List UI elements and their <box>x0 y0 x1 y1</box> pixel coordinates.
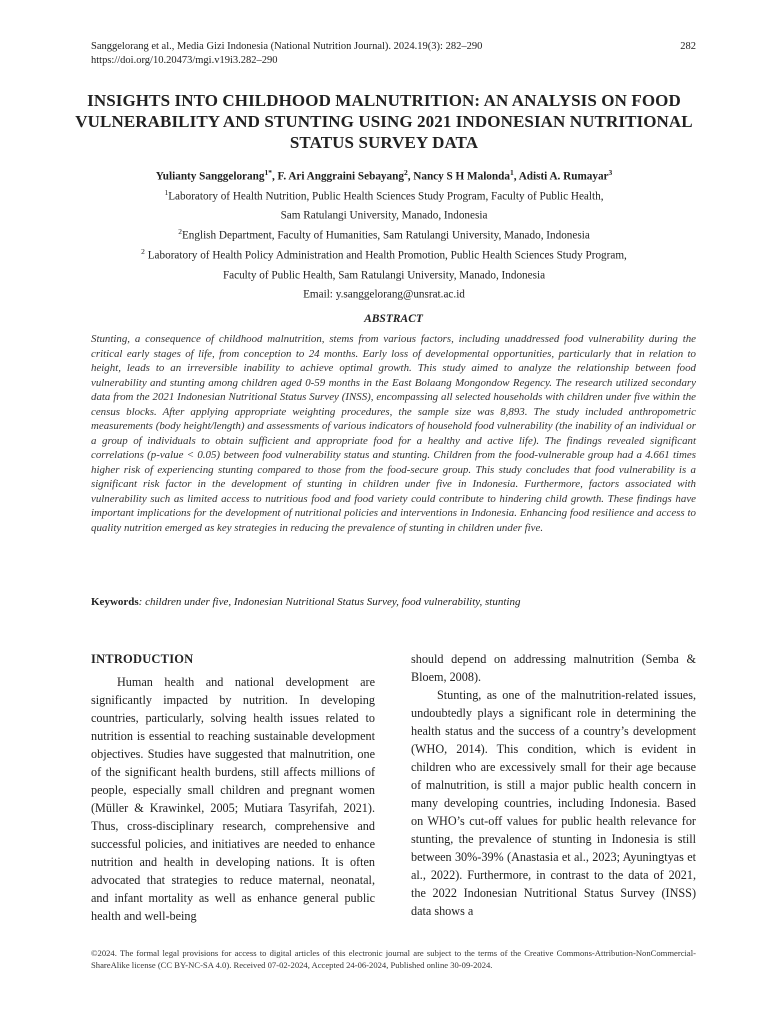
intro-paragraph: Human health and national development are significantly impacted by nutrition. In developing countries, particularly, solving health issues related to nutrition is essential to reaching sustainable development objectives. Studies have suggested that malnutrition, one of the significant health burdens, still affects millions of people, especially small children and pregnant women (Müller & Krawinkel, 2005; Mutiara Tasyrifah, 2021). Thus, cross-disciplinary research, comprehensive and successful policies, and initiatives are needed to enhance nutrition and health in developing nations. It is often advocated that strategies to reduce maternal, neonatal, and infant mortality as well as enhance general public health and well-being <box>91 675 375 923</box>
author-superscript: 1* <box>264 168 272 177</box>
author-name: Adisti A. Rumayar <box>518 170 609 183</box>
keywords-text: : children under five, Indonesian Nutritional Status Survey, food vulnerability, stunting <box>138 596 521 608</box>
paper-title: INSIGHTS INTO CHILDHOOD MALNUTRITION: AN ANALYSIS ON FOOD VULNERABILITY AND STUNTING USING 2021 INDONESIAN NUTRITIONAL STATUS SURVEY DATA <box>75 91 693 152</box>
keywords <box>91 595 696 609</box>
abstract-heading: ABSTRACT <box>364 313 423 325</box>
intro-paragraph-continuation: should depend on addressing malnutrition (Semba & Bloem, 2008). <box>411 652 696 684</box>
doi-link[interactable]: https://doi.org/10.20473/mgi.v19i3.282–290 <box>91 55 278 66</box>
affiliation-line: $^2$ Laboratory of Health Policy Administration and Health Promotion, Public Health Sciences Study Program, <box>141 246 627 262</box>
journal-citation: Sanggelorang et al., Media Gizi Indonesia (National Nutrition Journal). 2024.19(3): 282–290 <box>91 41 483 52</box>
author-superscript: 1 <box>509 168 514 177</box>
affiliation-line: $^1$Laboratory of Health Nutrition, Public Health Sciences Study Program, Faculty of Public Health, <box>164 187 604 203</box>
author-superscript: 2 <box>403 168 408 177</box>
affiliation-line: $^2$English Department, Faculty of Humanities, Sam Ratulangi University, Manado, Indonesia <box>178 227 590 242</box>
license-footer: ©2024. The formal legal provisions for access to digital articles of this electronic journal are subject to the terms of the Creative Commons-Attribution-NonCommercial-ShareAlike license (CC BY-NC-SA 4.0). Received 07-02-2024, Accepted 24-06-2024, Published online 30-09-2024. <box>91 948 696 970</box>
author-list: Yulianty Sanggelorang$^{1*}$, F. Ari Anggraini Sebayang$^2$, Nancy S H Malonda$^1$, Adisti A. Rumayar$^3$ <box>155 168 613 183</box>
author-superscript: 3 <box>608 168 613 177</box>
author-block <box>60 165 708 303</box>
affiliation-line: Faculty of Public Health, Sam Ratulangi University, Manado, Indonesia <box>222 269 546 282</box>
left-column <box>91 650 375 925</box>
keywords-label: Keywords <box>91 596 139 608</box>
right-column <box>411 650 696 920</box>
corresponding-email[interactable]: Email: y.sanggelorang@unsrat.ac.id <box>303 289 465 302</box>
section-heading-introduction: INTRODUCTION <box>91 652 194 666</box>
author-name: F. Ari Anggraini Sebayang <box>277 170 404 183</box>
affiliation-line: Sam Ratulangi University, Manado, Indonesia <box>280 210 488 223</box>
page-number: 282 <box>680 41 696 52</box>
author-name: Yulianty Sanggelorang <box>155 170 265 183</box>
author-name: Nancy S H Malonda <box>413 170 510 183</box>
intro-paragraph: Stunting, as one of the malnutrition-related issues, undoubtedly plays a significant role in determining the health status and the success of a country’s development (WHO, 2014). This condition, which is evident in children who are excessively small for their age because of malnutrition, is still a major public health concern in many developing countries, including Indonesia. Based on WHO’s cut-off values for public health relevance for stunting, the prevalence of stunting in Indonesia is still between 30%-39% (Anastasia et al., 2023; Ayuningtyas et al., 2022). Furthermore, in contrast to the data of 2021, the 2022 Indonesian Nutritional Status Survey (INSS) data shows a <box>411 688 696 918</box>
abstract-text: Stunting, a consequence of childhood malnutrition, stems from various factors, including unaddressed food vulnerability during the critical early stages of life, from conception to 24 months. Early loss of developmental opportunities, particularly that in relation to height, leads to an irreversible inability to achieve optimal growth. This study aimed to analyze the relationship between food vulnerability and stunting among children aged 0-59 months in the East Bolaang Mongondow Regency. The research utilized secondary data from the 2021 Indonesian Nutritional Status Survey (INSS), encompassing all selected households with children under five within the census blocks. After applying appropriate weighting procedures, the sample size was 8,893. The study included anthropometric measurements (body height/length) and assessments of various indicators of household food vulnerability (the inability of an individual or a group of individuals to obtain sufficient and appropriate food for a healthy and active life). The findings revealed significant correlations (p-value < 0.05) between food vulnerability status and stunting. Children from the food-vulnerable group had a 4.661 times higher risk of experiencing stunting compared to those from the food-secure group. This study concludes that food vulnerability is a significant risk factor in the development of stunting in children under five in Indonesia. Furthermore, factors associated with vulnerability such as limited access to nutritious food and food variety could contribute to hindering child growth. These findings have important implications for the development of nutritional policies and interventions in Indonesia. Enhancing food resilience and access to quality nutrition emerged as key strategies in reducing the prevalence of stunting in children under five. <box>91 333 696 534</box>
running-header <box>91 40 696 68</box>
